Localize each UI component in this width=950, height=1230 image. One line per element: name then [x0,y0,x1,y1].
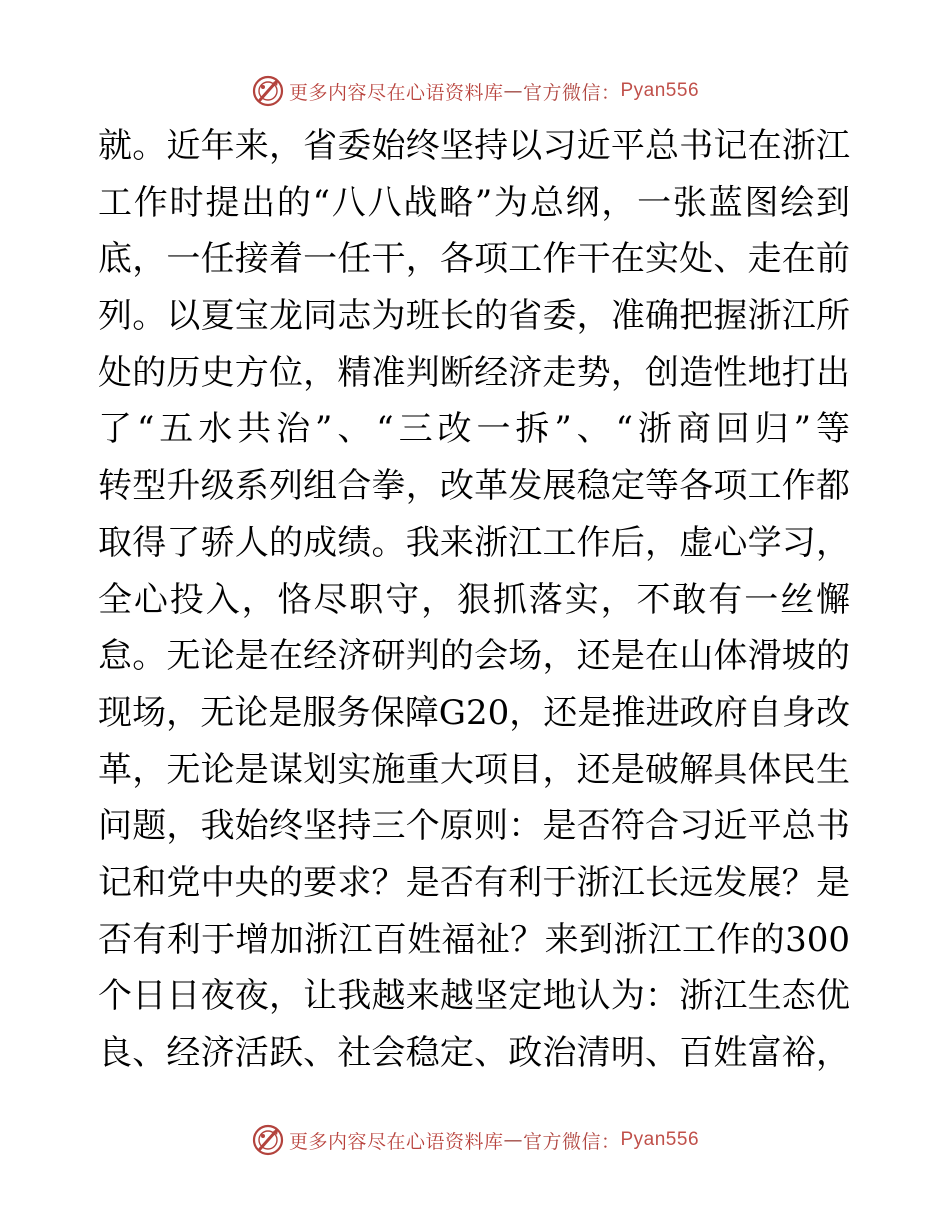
text-line: 否有利于增加浙江百姓福祉？来到浙江工作的300 [98,919,850,960]
text-line: 就。近年来，省委始终坚持以习近平总书记在浙江 [98,126,850,166]
watermark-separator: — [503,1129,523,1151]
text-line: 了“五水共治”、“三改一拆”、“浙商回归”等 [98,409,850,450]
watermark-separator: — [503,80,523,102]
text-line: 转型升级系列组合拳，改革发展稳定等各项工作都 [98,466,850,507]
watermark-brand: 更多内容尽在心语资料库 [288,81,504,104]
text-line: 列。以夏宝龙同志为班长的省委，准确把握浙江所 [98,296,850,337]
header-watermark [0,74,950,108]
text-line: 底，一任接着一任干，各项工作干在实处、走在前 [98,239,850,280]
watermark-wechat-handle: Pyan556 [620,80,700,101]
red-seal-logo-icon [251,74,285,108]
watermark-brand: 更多内容尽在心语资料库 [288,1130,504,1153]
text-line: 怠。无论是在经济研判的会场，还是在山体滑坡的 [98,636,850,677]
text-line: 全心投入，恪尽职守，狠抓落实，不敢有一丝懈 [98,579,850,620]
text-line: 记和党中央的要求？是否有利于浙江长远发展？是 [98,862,850,903]
watermark-wechat-handle: Pyan556 [620,1129,700,1150]
text-line: 个日日夜夜，让我越来越坚定地认为：浙江生态优 [98,976,850,1017]
text-line: 处的历史方位，精准判断经济走势，创造性地打出 [98,352,850,393]
footer-watermark [0,1123,950,1157]
text-line: 革，无论是谋划实施重大项目，还是破解具体民生 [98,749,850,790]
text-line: 良、经济活跃、社会稳定、政治清明、百姓富裕， [98,1033,850,1073]
body-paragraph [98,118,850,1082]
text-line: 工作时提出的“八八战略”为总纲，一张蓝图绘到 [98,182,850,223]
text-line: 现场，无论是服务保障G20，还是推进政府自身改 [98,692,850,733]
watermark-official-label: 官方微信： [522,81,621,104]
text-line: 问题，我始终坚持三个原则：是否符合习近平总书 [98,806,850,847]
text-line: 取得了骄人的成绩。我来浙江工作后，虚心学习， [98,522,850,563]
red-seal-logo-icon [251,1123,285,1157]
watermark-official-label: 官方微信： [522,1130,621,1153]
